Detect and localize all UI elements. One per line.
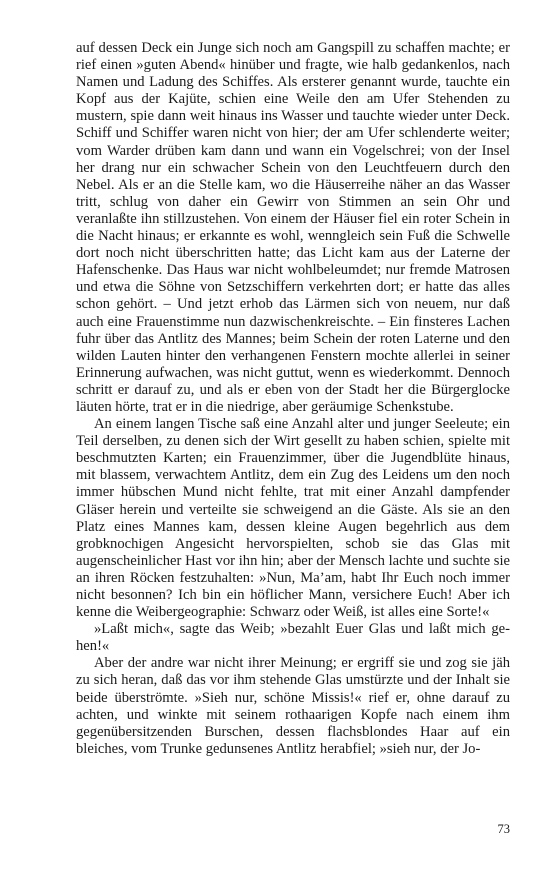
paragraph-4: Aber der andre war nicht ihrer Meinung; er ergriff sie und zog sie jäh zu sich heran, daß das vor ihm stehende Glas umstürzte und der Inhalt sie beide überströmte. »Sieh nur, schöne Missis!« rief er, ohne darauf zu achten, und winkte mit seinem rothaarigen Kopfe nach einem ihm gegenübersitzenden Burschen, dessen flachsblondes Haar auf ein bleiches, vom Trunke gedunsenes Antlitz herabfiel; »sieh nur, der Jo- xyxy=(76,655,510,757)
paragraph-2: An einem langen Tische saß eine Anzahl alter und junger Seeleute; ein Teil derselben, zu denen sich der Wirt gesellt zu haben schien, spielte mit beschmutzten Karten; ein Frauenzimmer, über die Jugendblüte hinaus, mit blassem, verwachtem Antlitz, dem ein Zug des Leidens um den noch immer hübschen Mund nicht fehlte, trat mit einer Anzahl dampfender Gläser herein und verteilte sie schweigend an die Gäste. Als sie an den Platz eines Mannes kam, dessen kleine Augen begehrlich aus dem grobknochigen Angesicht hervorspielten, schob sie das Glas mit augenscheinlicher Hast vor ihn hin; aber der Mensch lachte und suchte sie an ihren Röcken festzuhalten: »Nun, Ma’am, habt Ihr Euch noch immer nicht besonnen? Ich bin ein höflicher Mann, versichere Euch! Aber ich kenne die Weibergeographie: Schwarz oder Weiß, ist alles eine Sorte!« xyxy=(76,416,510,621)
paragraph-1: auf dessen Deck ein Junge sich noch am Gangspill zu schaffen machte; er rief einen »guten Abend« hinüber und fragte, wie halb gedankenlos, nach Namen und Ladung des Schiffes. Als ersterer genannt wurde, tauchte ein Kopf aus der Kajüte, schien eine Weile den am Ufer Stehenden zu mustern, spie dann weit hinaus ins Wasser und tauchte wieder unter Deck. Schiff und Schiffer waren nicht von hier; der am Ufer schlenderte weiter; vom Warder drüben kam dann und wann ein Vogelschrei; von der Insel her drang nur ein schwacher Schein von den Leuchtfeuern durch den Nebel. Als er an die Stelle kam, wo die Häuserreihe näher an das Wasser tritt, schlug von daher ein Gewirr von Stimmen an sein Ohr und veranlaßte ihn stillzustehen. Von einem der Häuser fiel ein roter Schein in die Nacht hinaus; er erkannte es wohl, wenngleich sein Fuß die Schwelle dort noch nicht überschritten hatte; das Licht kam aus der Laterne der Hafenschenke. Das Haus war nicht wohlbeleumdet; nur fremde Matrosen und etwa die Söhne von Setzschiffern verkehrten dort; er hatte das alles schon gehört. – Und jetzt erhob das Lärmen sich von neuem, nur daß auch eine Frauenstimme nun dazwischenkreischte. – Ein finsteres Lachen fuhr über das Antlitz des Mannes; beim Schein der roten Laterne und den wilden Lauten hinter den verhangenen Fenstern mochte allerlei in seiner Erinnerung aufwachen, was nicht guttut, wenn es wiederkommt. Dennoch schritt er darauf zu, und als er eben von der Stadt her die Bürgerglocke läuten hörte, trat er in die niedrige, aber geräumige Schenkstube. xyxy=(76,40,510,415)
paragraph-3: »Laßt mich«, sagte das Weib; »bezahlt Euer Glas und laßt mich gehen!« xyxy=(76,621,510,655)
page-text xyxy=(76,40,510,758)
page-number: 73 xyxy=(497,822,510,836)
